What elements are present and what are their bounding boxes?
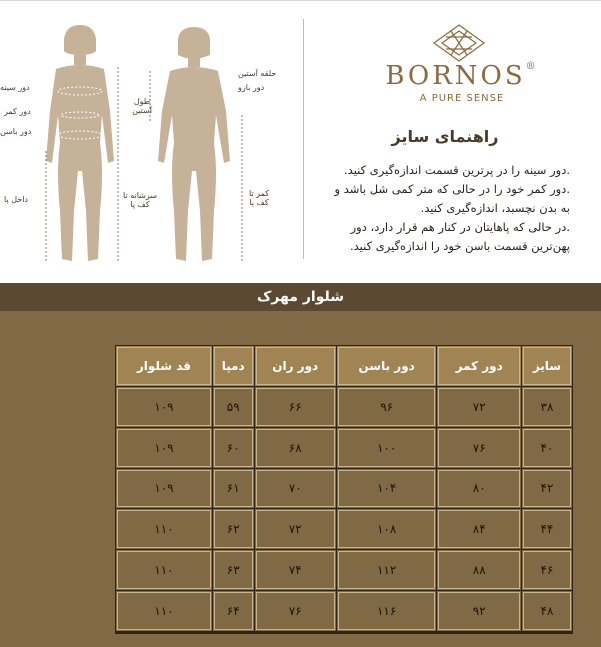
table-cell: ۱۰۰ — [337, 428, 437, 468]
table-cell: ۶۴ — [213, 591, 254, 631]
front-figure — [46, 25, 114, 261]
label-shoulder-to-floor: سرشانه تا کف پا — [123, 191, 157, 209]
label-bust: دور سینه — [0, 83, 30, 92]
table-row — [116, 550, 572, 590]
divider — [303, 19, 304, 259]
table-header-cell: سایز — [522, 346, 572, 386]
size-guide-instructions — [322, 161, 570, 256]
label-waist: دور کمر — [4, 107, 31, 116]
table-cell: ۴۶ — [522, 550, 572, 590]
size-table — [115, 345, 573, 634]
table-cell: ۷۰ — [255, 469, 336, 509]
table-cell: ۱۰۹ — [116, 469, 212, 509]
brand-tagline: A PURE SENSE — [419, 93, 505, 104]
table-cell: ۸۸ — [437, 550, 520, 590]
table-cell: ۱۱۰ — [116, 591, 212, 631]
table-cell: ۸۰ — [437, 469, 520, 509]
table-cell: ۶۸ — [255, 428, 336, 468]
table-cell: ۶۶ — [255, 387, 336, 427]
table-cell: ۹۲ — [437, 591, 520, 631]
table-cell: ۴۴ — [522, 509, 572, 549]
table-row — [116, 591, 572, 631]
table-header-cell: دور باسن — [337, 346, 437, 386]
table-cell: ۷۲ — [255, 509, 336, 549]
table-cell: ۶۳ — [213, 550, 254, 590]
table-row — [116, 469, 572, 509]
label-hip: دور باسن — [0, 127, 32, 136]
table-cell: ۷۶ — [255, 591, 336, 631]
table-header-cell: قد شلوار — [116, 346, 212, 386]
table-cell: ۴۰ — [522, 428, 572, 468]
table-cell: ۱۰۹ — [116, 428, 212, 468]
table-cell: ۵۹ — [213, 387, 254, 427]
product-title: شلوار مهرک — [0, 283, 601, 311]
back-figure — [158, 27, 230, 261]
bornos-logo-icon — [430, 23, 488, 63]
body-measurement-figures — [0, 11, 300, 273]
body-silhouettes-illustration — [0, 11, 300, 273]
table-cell: ۶۱ — [213, 469, 254, 509]
table-cell: ۴۸ — [522, 591, 572, 631]
label-sleeve-length: طول آستین — [132, 97, 152, 115]
table-cell: ۷۲ — [437, 387, 520, 427]
table-header-cell: دور کمر — [437, 346, 520, 386]
table-header-cell: دور ران — [255, 346, 336, 386]
table-cell: ۷۴ — [255, 550, 336, 590]
table-cell: ۷۶ — [437, 428, 520, 468]
table-row — [116, 428, 572, 468]
table-cell: ۱۰۴ — [337, 469, 437, 509]
table-cell: ۱۱۲ — [337, 550, 437, 590]
label-arm: دور بازو — [238, 83, 265, 92]
table-cell: ۱۰۹ — [116, 387, 212, 427]
table-cell: ۶۰ — [213, 428, 254, 468]
table-cell: ۸۴ — [437, 509, 520, 549]
brand-name: BORNOS® — [385, 61, 539, 91]
size-guide-title: راهنمای سایز — [391, 127, 499, 146]
table-header-row — [116, 346, 572, 386]
label-inseam: داخل پا — [4, 195, 28, 204]
table-cell: ۱۱۰ — [116, 550, 212, 590]
table-cell: ۴۲ — [522, 469, 572, 509]
table-row — [116, 509, 572, 549]
size-table-panel — [0, 311, 601, 647]
label-armhole: حلقه آستین — [238, 69, 277, 78]
size-guide-panel — [0, 0, 601, 283]
instruction-hip: .در حالی که پاهایتان در کنار هم قرار دارد، دور پهن‌ترین قسمت باسن خود را اندازه‌گیری کنید. — [349, 220, 570, 253]
table-cell: ۳۸ — [522, 387, 572, 427]
instruction-waist: .دور کمر خود را در حالی که متر کمی شل باشد و به بدن نچسبد، اندازه‌گیری کنید. — [334, 182, 570, 215]
table-cell: ۹۶ — [337, 387, 437, 427]
table-cell: ۱۰۸ — [337, 509, 437, 549]
table-row — [116, 387, 572, 427]
label-waist-to-floor: کمر تا کف پا — [248, 189, 270, 207]
table-cell: ۱۱۶ — [337, 591, 437, 631]
table-cell: ۱۱۰ — [116, 509, 212, 549]
table-cell: ۶۲ — [213, 509, 254, 549]
table-header-cell: دمپا — [213, 346, 254, 386]
instruction-bust: .دور سینه را در پرترین قسمت اندازه‌گیری کنید. — [344, 163, 570, 177]
